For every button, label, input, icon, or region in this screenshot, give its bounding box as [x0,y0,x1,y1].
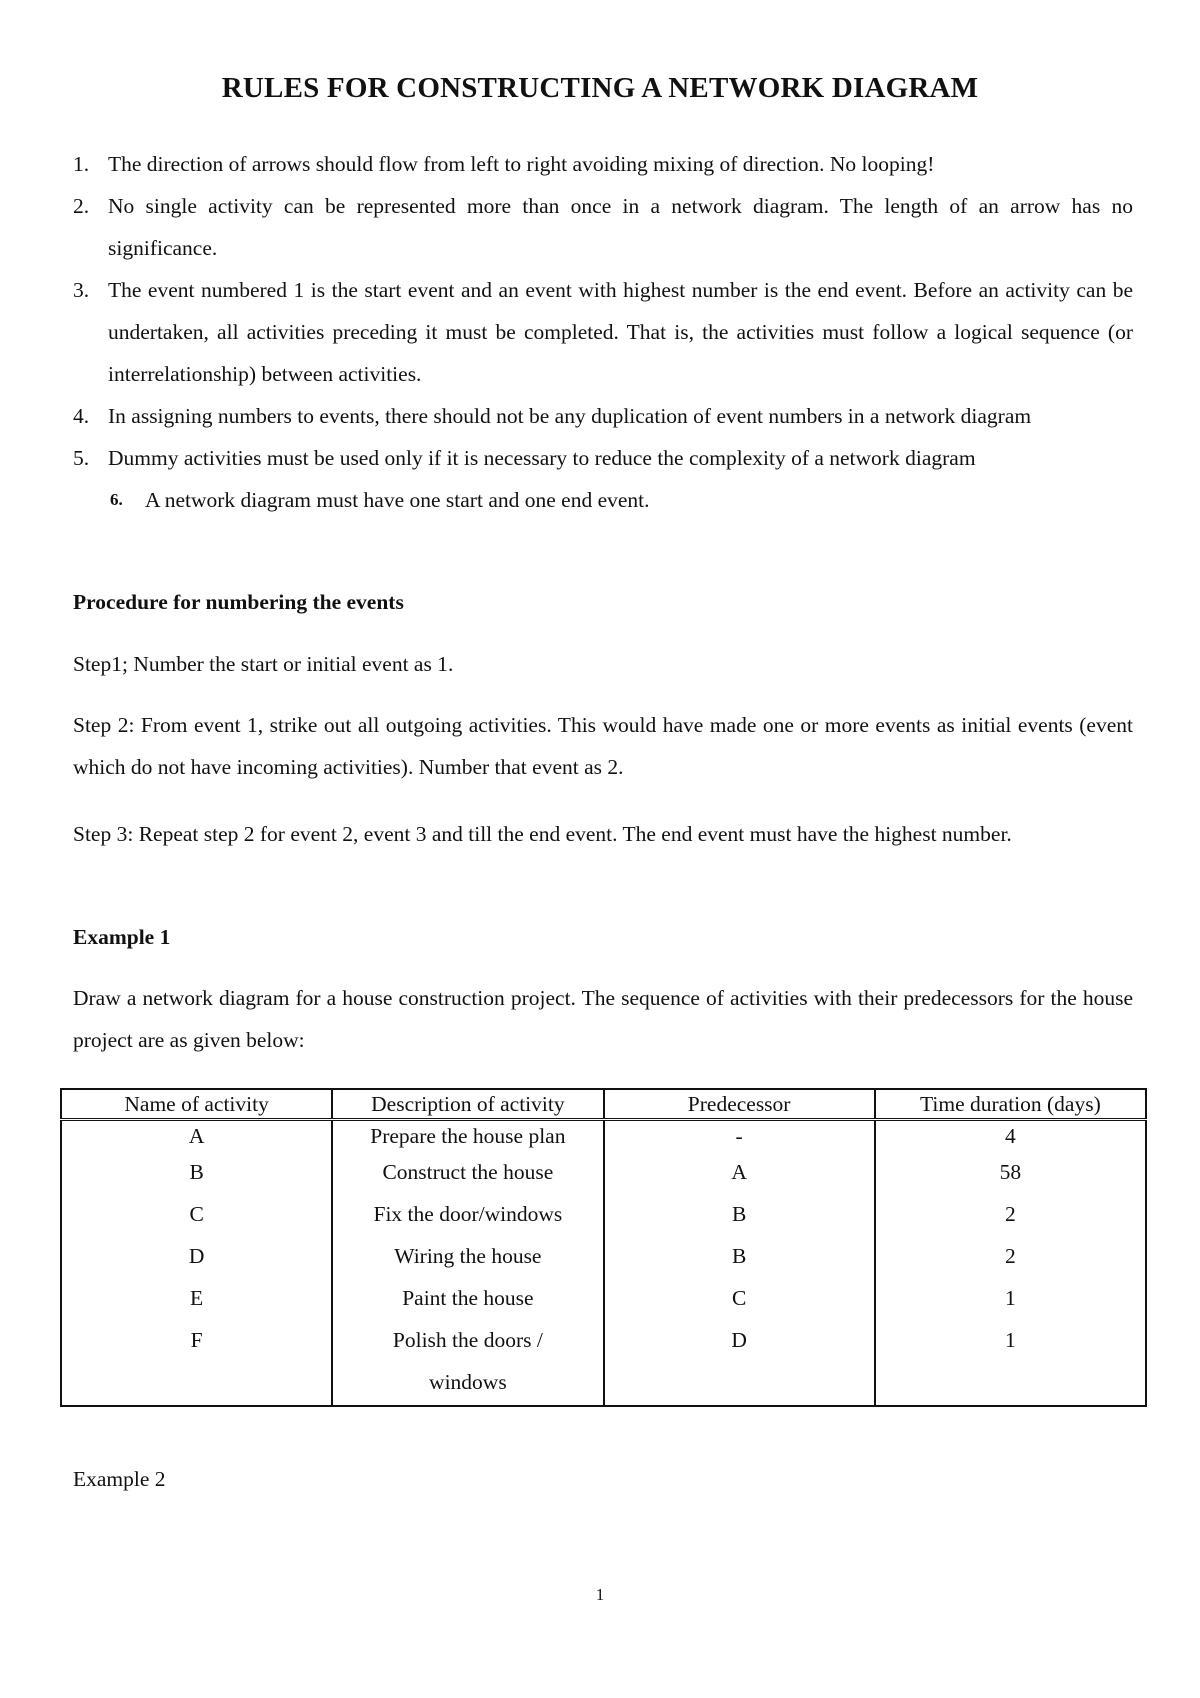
rule-text: The event numbered 1 is the start event and an event with highest number is the end event. Before an activity can be undertaken, all activities preceding it must be completed. That is, the activities must follow a logical sequence (or interrelationship) between activities. [108,278,1133,386]
table-cell: C [604,1277,875,1319]
table-cell: B [604,1235,875,1277]
column-header: Time duration (days) [875,1089,1146,1120]
rule-number: 1. [73,152,90,176]
page-title: RULES FOR CONSTRUCTING A NETWORK DIAGRAM [221,72,979,104]
table-cell: D [604,1319,875,1406]
table-cell: A [604,1151,875,1193]
table-cell: Paint the house [332,1277,603,1319]
rule-number: 6. [110,490,123,509]
table-cell: - [604,1120,875,1152]
table-cell: Construct the house [332,1151,603,1193]
column-header: Description of activity [332,1089,603,1120]
rule-text: No single activity can be represented more than once in a network diagram. The length of an arrow has no significance. [108,194,1133,260]
procedure-heading: Procedure for numbering the events [73,590,404,614]
table-cell: Prepare the house plan [332,1120,603,1152]
procedure-step-1: Step1; Number the start or initial event as 1. [73,652,454,676]
rule-item [70,185,1133,269]
rule-text: Dummy activities must be used only if it is necessary to reduce the complexity of a network diagram [108,446,976,470]
example-2-heading: Example 2 [73,1467,166,1491]
rule-number: 3. [73,278,90,302]
rules-list [70,143,1133,521]
table-cell: 2 [875,1235,1146,1277]
activities-table [60,1088,1147,1407]
table-cell: B [61,1151,332,1193]
rule-text: A network diagram must have one start and one end event. [145,488,650,512]
example-1-heading: Example 1 [73,925,171,949]
table-cell: B [604,1193,875,1235]
rule-text: In assigning numbers to events, there should not be any duplication of event numbers in a network diagram [108,404,1032,428]
table-row [61,1193,1146,1235]
table-cell: 58 [875,1151,1146,1193]
table-cell: 1 [875,1277,1146,1319]
table-cell: Wiring the house [332,1235,603,1277]
rule-item [70,269,1133,395]
rule-number: 4. [73,404,90,428]
rule-item [70,437,1133,479]
table-cell: Polish the doors / windows [332,1319,603,1406]
table-row [61,1151,1146,1193]
rule-item [70,143,1133,185]
procedure-step-2: Step 2: From event 1, strike out all outgoing activities. This would have made one or more events as initial events (event which do not have incoming activities). Number that event as 2. [73,713,1133,779]
table-row [61,1319,1146,1406]
rule-number: 2. [73,194,90,218]
example-1-intro: Draw a network diagram for a house construction project. The sequence of activities with their predecessors for the house project are as given below: [73,986,1133,1052]
column-header: Predecessor [604,1089,875,1120]
table-cell: 4 [875,1120,1146,1152]
rule-number: 5. [73,446,90,470]
table-cell: F [61,1319,332,1406]
page-number: 1 [595,1585,605,1604]
table-row [61,1235,1146,1277]
procedure-step-3: Step 3: Repeat step 2 for event 2, event 3 and till the end event. The end event must have the highest number. [73,822,1012,846]
table-cell: A [61,1120,332,1152]
table-cell: Fix the door/windows [332,1193,603,1235]
table-row [61,1120,1146,1152]
table-header-row [61,1089,1146,1120]
table-cell: C [61,1193,332,1235]
rule-item [70,479,1133,521]
column-header: Name of activity [61,1089,332,1120]
table-cell: 2 [875,1193,1146,1235]
table-cell: D [61,1235,332,1277]
table-cell: 1 [875,1319,1146,1406]
rule-text: The direction of arrows should flow from left to right avoiding mixing of direction. No looping! [108,152,935,176]
table-cell: E [61,1277,332,1319]
table-row [61,1277,1146,1319]
rule-item [70,395,1133,437]
